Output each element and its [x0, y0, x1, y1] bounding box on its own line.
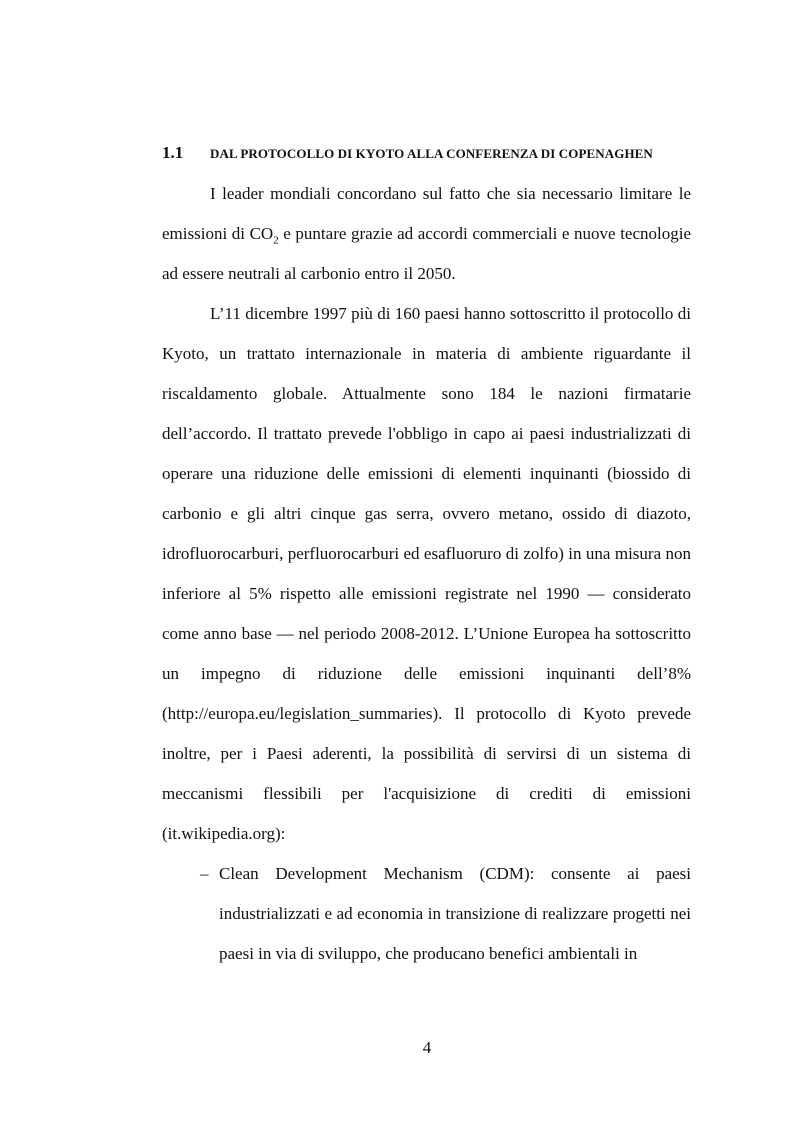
paragraph-2: L’11 dicembre 1997 più di 160 paesi hanno sottoscritto il protocollo di Kyoto, un trattato internazionale in materia di ambiente riguardante il riscaldamento globale. Attualmente sono 184 le nazioni firmatarie dell’accordo. Il trattato prevede l'obbligo in capo ai paesi industrializzati di operare una riduzione delle emissioni di elementi inquinanti (biossido di carbonio e gli altri cinque gas serra, ovvero metano, ossido di diazoto, idrofluorocarburi, perfluorocarburi ed esafluoruro di zolfo) in una misura non inferiore al 5% rispetto alle emissioni registrate nel 1990 — considerato come anno base — nel periodo 2008-2012. L’Unione Europea ha sottoscritto un impegno di riduzione delle emissioni inquinanti dell’8% (http://europa.eu/legislation_summaries). Il protocollo di Kyoto prevede inoltre, per i Paesi aderenti, la possibilità di servirsi di un sistema di meccanismi flessibili per l'acquisizione di crediti di emissioni (it.wikipedia.org): — [162, 304, 691, 843]
section-number: 1.1 — [162, 143, 184, 162]
section-heading — [162, 143, 702, 163]
section-title: DAL PROTOCOLLO DI KYOTO ALLA CONFERENZA DI COPENAGHEN — [210, 146, 653, 161]
paragraph-1 — [162, 174, 691, 294]
co2-subscript: 2 — [273, 234, 279, 247]
page-number: 4 — [422, 1038, 432, 1057]
paragraph-1-text-b: e puntare grazie ad accordi commerciali e nuove tecnologie ad essere neutrali al carbonio entro il 2050. — [162, 224, 691, 283]
list-dash-marker: – — [200, 864, 209, 883]
list-item — [200, 854, 691, 974]
mechanisms-list — [200, 854, 691, 974]
list-item-text: Clean Development Mechanism (CDM): consente ai paesi industrializzati e ad economia in transizione di realizzare progetti nei paesi in via di sviluppo, che producano benefici ambientali in — [219, 864, 691, 963]
paragraph-1-text-a: I leader mondiali concordano sul fatto che sia necessario limitare le emissioni di CO — [162, 184, 691, 243]
body-text — [162, 174, 691, 854]
